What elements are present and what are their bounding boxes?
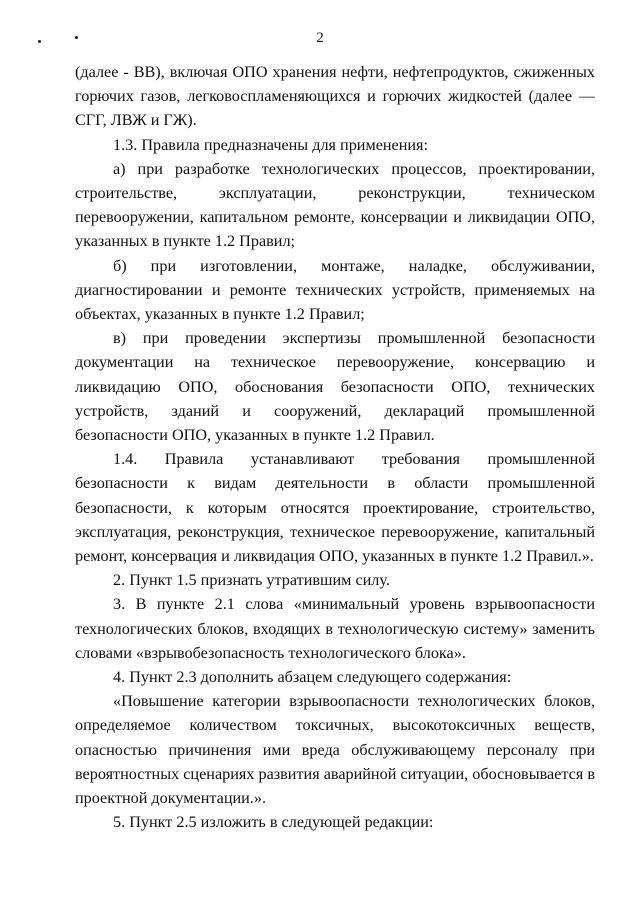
page-number: 2	[316, 30, 324, 46]
paragraph-item-1-3-v: в) при проведении экспертизы промышленной безопасности документации на техническое перевооружение, консервацию и ликвидацию ОПО, обоснования безопасности ОПО, технических устройств, зданий и сооружений, деклараций промышленной безопасности ОПО, указанных в пункте 1.2 Правил.	[75, 329, 595, 445]
document-body	[75, 60, 595, 835]
paragraph-item-2: 2. Пункт 1.5 признать утратившим силу.	[113, 571, 390, 590]
paragraph-item-4-quote: «Повышение категории взрывоопасности технологических блоков, определяемое количеством токсичных, высокотоксичных веществ, опасностью причинения ими вреда обслуживающему персоналу при вероятностных сценариях развития аварийной ситуации, обосновывается в проектной документации.».	[75, 692, 595, 808]
paragraph-item-1-3-b: б) при изготовлении, монтаже, наладке, обслуживании, диагностировании и ремонте технических устройств, применяемых на объектах, указанных в пункте 1.2 Правил;	[75, 256, 595, 324]
paragraph-item-1-3: 1.3. Правила предназначены для применения:	[113, 135, 428, 154]
paragraph-item-3: 3. В пункте 2.1 слова «минимальный уровень взрывоопасности технологических блоков, входящих в технологическую систему» заменить словами «взрывобезопасность технологического блока».	[75, 595, 595, 662]
paragraph-item-4: 4. Пункт 2.3 дополнить абзацем следующего содержания:	[113, 668, 512, 687]
paragraph-continuation-vv: (далее - ВВ), включая ОПО хранения нефти, нефтепродуктов, сжиженных горючих газов, легковоспламеняющихся и горючих жидкостей (далее — СГГ, ЛВЖ и ГЖ).	[75, 63, 595, 130]
paragraph-item-1-3-a: а) при разработке технологических процессов, проектировании, строительстве, эксплуатации, реконструкции, техническом перевооружении, капитальном ремонте, консервации и ликвидации ОПО, указанных в пункте 1.2 Правил;	[75, 159, 595, 251]
paragraph-item-5: 5. Пункт 2.5 изложить в следующей редакции:	[113, 813, 434, 832]
paragraph-item-1-4: 1.4. Правила устанавливают требования промышленной безопасности к видам деятельности в области промышленной безопасности, к которым относятся проектирование, строительство, эксплуатация, реконструкция, техническое перевооружение, капитальный ремонт, консервация и ликвидация ОПО, указанных в пункте 1.2 Правил.».	[75, 450, 595, 566]
